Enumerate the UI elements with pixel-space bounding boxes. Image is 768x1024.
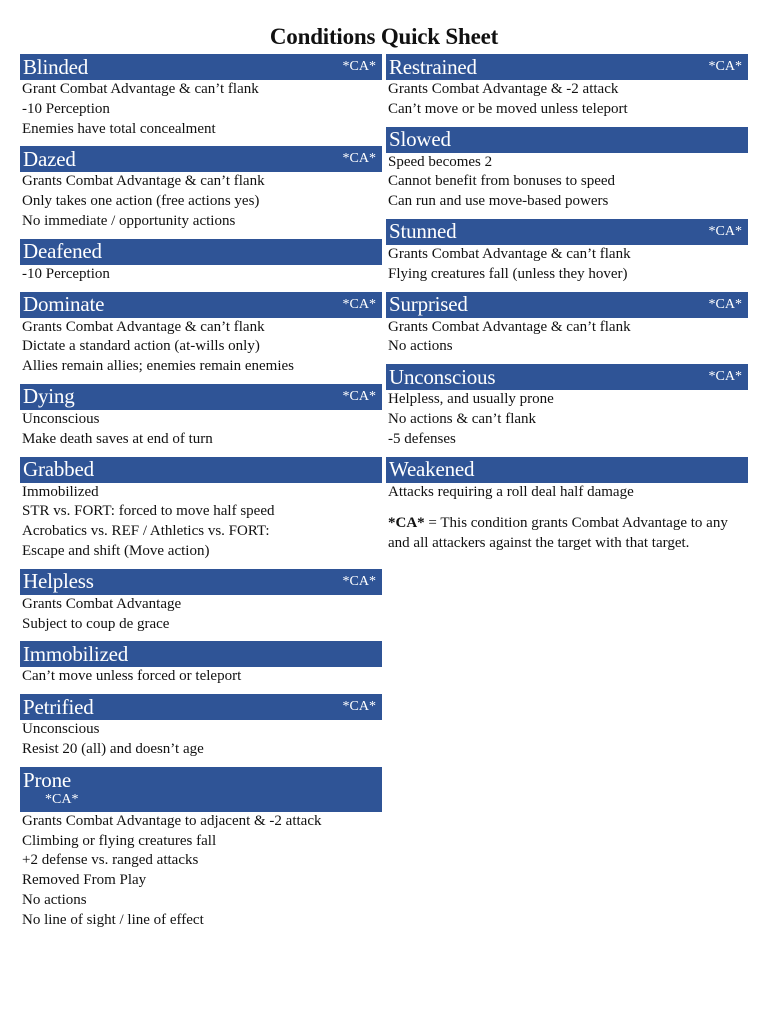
condition-header [386,292,748,318]
condition-header [20,767,382,812]
condition-immobilized [20,641,382,687]
condition-name: Restrained [389,54,477,79]
condition-dying [20,384,382,450]
condition-name: Unconscious [389,364,496,389]
condition-name: Stunned [389,219,457,244]
condition-effect-line: Resist 20 (all) and doesn’t age [22,740,204,757]
condition-header [386,364,748,390]
condition-effect-line: Grants Combat Advantage & can’t flank [388,318,631,335]
ca-footnote [386,514,748,554]
condition-name: Slowed [389,127,451,152]
condition-name: Deafened [23,239,102,264]
condition-unconscious [386,364,748,449]
combat-advantage-tag: *CA* [342,699,376,715]
condition-dazed [20,146,382,231]
condition-effect-line: Enemies have total concealment [22,120,216,137]
condition-effect-line: Climbing or flying creatures fall [22,832,217,849]
condition-dominate [20,292,382,377]
condition-effect-line: Unconscious [22,721,100,738]
condition-effect-line: Acrobatics vs. REF / Athletics vs. FORT: [22,523,270,540]
condition-surprised [386,292,748,358]
condition-header [20,239,382,265]
condition-header [20,457,382,483]
condition-effect-line: Make death saves at end of turn [22,430,213,447]
condition-effect-line: Can’t move or be moved unless teleport [388,100,628,117]
condition-effect-line: Removed From Play [22,872,147,889]
condition-effect-line: Helpless, and usually prone [388,391,554,408]
condition-blinded [20,54,382,139]
condition-name: Blinded [23,54,89,79]
ca-footnote-text: = This condition grants Combat Advantage to any and all attackers against the target with that target. [388,515,728,552]
condition-restrained [386,54,748,120]
combat-advantage-tag: *CA* [342,573,376,589]
condition-header [20,384,382,410]
combat-advantage-tag: *CA* [342,59,376,74]
combat-advantage-tag: *CA* [342,151,376,167]
condition-name: Immobilized [23,641,129,666]
condition-effect-line: -10 Perception [22,100,110,117]
condition-stunned [386,219,748,285]
condition-effect-line: Cannot benefit from bonuses to speed [388,173,616,190]
condition-header [20,569,382,595]
condition-effect-line: Can’t move unless forced or teleport [22,668,242,685]
condition-name: Helpless [23,569,94,594]
condition-effect-line: Subject to coup de grace [22,615,170,632]
condition-header [20,292,382,318]
condition-header [20,146,382,172]
combat-advantage-tag: *CA* [45,791,79,807]
condition-effect-line: No immediate / opportunity actions [22,212,236,229]
right-column [386,54,748,554]
condition-effect-line: -10 Perception [22,265,110,282]
condition-name: Dazed [23,146,76,171]
condition-effect-line: Only takes one action (free actions yes) [22,193,260,210]
condition-effect-line: +2 defense vs. ranged attacks [22,852,199,869]
condition-effect-line: Escape and shift (Move action) [22,542,210,559]
condition-effect-line: No line of sight / line of effect [22,911,204,928]
combat-advantage-tag: *CA* [708,296,742,312]
page-title: Conditions Quick Sheet [269,24,499,49]
condition-name: Grabbed [23,457,94,482]
condition-name: Prone [23,767,71,792]
combat-advantage-tag: *CA* [708,369,742,385]
condition-grabbed [20,457,382,562]
condition-effect-line: No actions [388,338,453,355]
condition-header [20,54,382,80]
condition-effect-line: Can run and use move-based powers [388,193,609,210]
condition-effect-line: Grants Combat Advantage [22,595,182,612]
condition-effect-line: Grants Combat Advantage & can’t flank [22,318,265,335]
condition-name: Weakened [389,457,475,482]
condition-effect-line: Dictate a standard action (at-wills only) [22,338,260,355]
condition-name: Surprised [389,292,468,317]
condition-header [386,219,748,245]
condition-effect-line: Flying creatures fall (unless they hover) [388,265,628,282]
condition-header [386,457,748,483]
condition-effect-line: No actions [22,891,87,908]
condition-effect-line: Unconscious [22,410,100,427]
condition-header [386,54,748,80]
condition-effect-line: -5 defenses [388,430,456,447]
condition-name: Petrified [23,694,94,719]
condition-name: Dominate [23,292,105,317]
condition-helpless [20,569,382,635]
ca-footnote-key: *CA* [388,515,425,532]
condition-effect-line: No actions & can’t flank [388,410,537,427]
condition-header [20,641,382,667]
condition-slowed [386,127,748,212]
condition-petrified [20,694,382,760]
condition-header [386,127,748,153]
condition-effect-line: Grants Combat Advantage & can’t flank [22,173,265,190]
combat-advantage-tag: *CA* [708,59,742,74]
condition-prone [20,767,382,931]
left-column [20,54,382,938]
combat-advantage-tag: *CA* [708,223,742,239]
combat-advantage-tag: *CA* [342,296,376,312]
condition-effect-line: Grants Combat Advantage to adjacent & -2 attack [22,812,322,829]
condition-effect-line: Grants Combat Advantage & -2 attack [388,81,619,97]
condition-effect-line: Speed becomes 2 [388,153,493,170]
condition-header [20,694,382,720]
condition-effect-line: STR vs. FORT: forced to move half speed [22,503,275,520]
condition-effect-line: Grant Combat Advantage & can’t flank [22,81,259,97]
condition-deafened [20,239,382,285]
condition-name: Dying [23,384,75,409]
condition-effect-line: Immobilized [22,483,99,500]
condition-weakened [386,457,748,503]
combat-advantage-tag: *CA* [342,388,376,404]
condition-effect-line: Grants Combat Advantage & can’t flank [388,245,631,262]
condition-effect-line: Attacks requiring a roll deal half damage [388,483,634,500]
condition-effect-line: Allies remain allies; enemies remain enemies [22,358,294,375]
